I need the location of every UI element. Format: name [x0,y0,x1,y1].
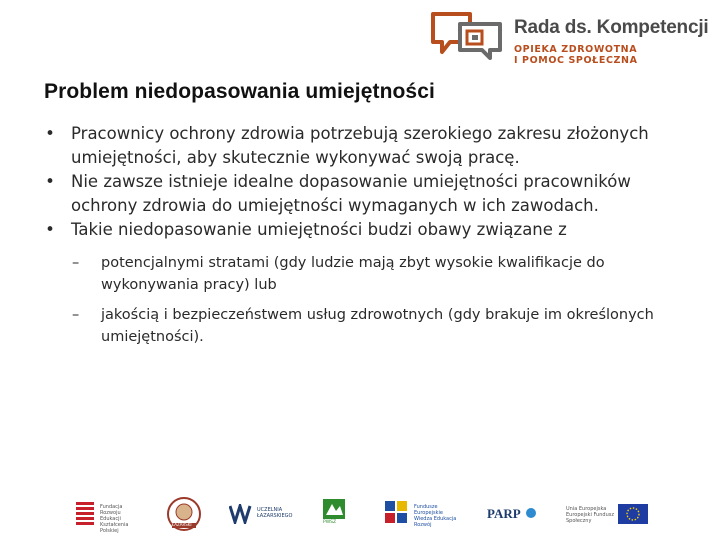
dash-marker: – [72,255,80,271]
fundacja-text: Fundacja Rozwoju Edukacji Kształcenia Polskiej [100,504,129,534]
sub-bullet-item [40,304,690,348]
speech-bubbles-icon [430,10,504,60]
eu-flag-icon [618,504,648,524]
parp-logo [487,494,537,534]
bullet-text: Nie zawsze istnieje idealne dopasowanie umiejętności pracowników ochrony zdrowia do umiejętności wymaganych w ich zawodach. [71,172,631,215]
pwsz-text: PWSZ [323,520,337,525]
unia-europejska-logo [566,494,650,534]
sub-bullet-text: potencjalnymi stratami (gdy ludzie mają zbyt wysokie kwalifikacje do wykonywania pracy) lub [101,255,605,293]
sub-bullet-text: jakością i bezpieczeństwem usług zdrowotnych (gdy brakuje im określonych umiejętności). [101,307,654,345]
sub-bullet-item [40,252,690,296]
parp-icon [525,506,537,520]
uczelnia-text: UCZELNIA ŁAZARSKIEGO [257,507,293,519]
lazarski-logo [166,494,206,534]
uczelnia-icon [229,504,253,524]
pwsz-logo [322,494,348,534]
fundacja-icon [74,500,98,526]
fundusze-europejskie-logo [384,494,464,534]
bullet-list [40,122,690,242]
lazarski-text: ŁAZARSKI [172,522,192,527]
uczelnia-logo [229,494,299,534]
bullet-item [40,170,690,218]
bullet-item [40,218,690,242]
dash-marker: – [72,307,80,323]
fundusze-europejskie-icon [384,499,410,527]
bullet-text: Pracownicy ochrony zdrowia potrzebują szerokiego zakresu złożonych umiejętności, aby skutecznie wykonywać swoją pracę. [71,124,649,167]
logo-subtitle-line2: I POMOC SPOŁECZNA [514,55,638,66]
bullet-item [40,122,690,170]
bullet-marker: • [45,172,55,191]
rada-kompetencji-logo [430,10,715,66]
bullet-marker: • [45,124,55,143]
fundusze-text: Fundusze Europejskie Wiedza Edukacja Rozwój [414,504,457,528]
parp-text: PARP [487,506,521,521]
logo-title: Rada ds. Kompetencji [514,17,709,38]
logo-subtitle [514,44,638,66]
bullet-text: Takie niedopasowanie umiejętności budzi obawy związane z [71,220,567,239]
bullet-marker: • [45,220,55,239]
footer-logos [0,494,720,534]
logo-subtitle-line1: OPIEKA ZDROWOTNA [514,44,638,55]
slide-content [40,122,690,356]
fundacja-logo [74,494,144,534]
slide-title: Problem niedopasowania umiejętności [44,80,435,103]
unia-text: Unia Europejska Europejski Fundusz Społeczny [566,506,614,524]
sub-bullet-list [40,252,690,348]
